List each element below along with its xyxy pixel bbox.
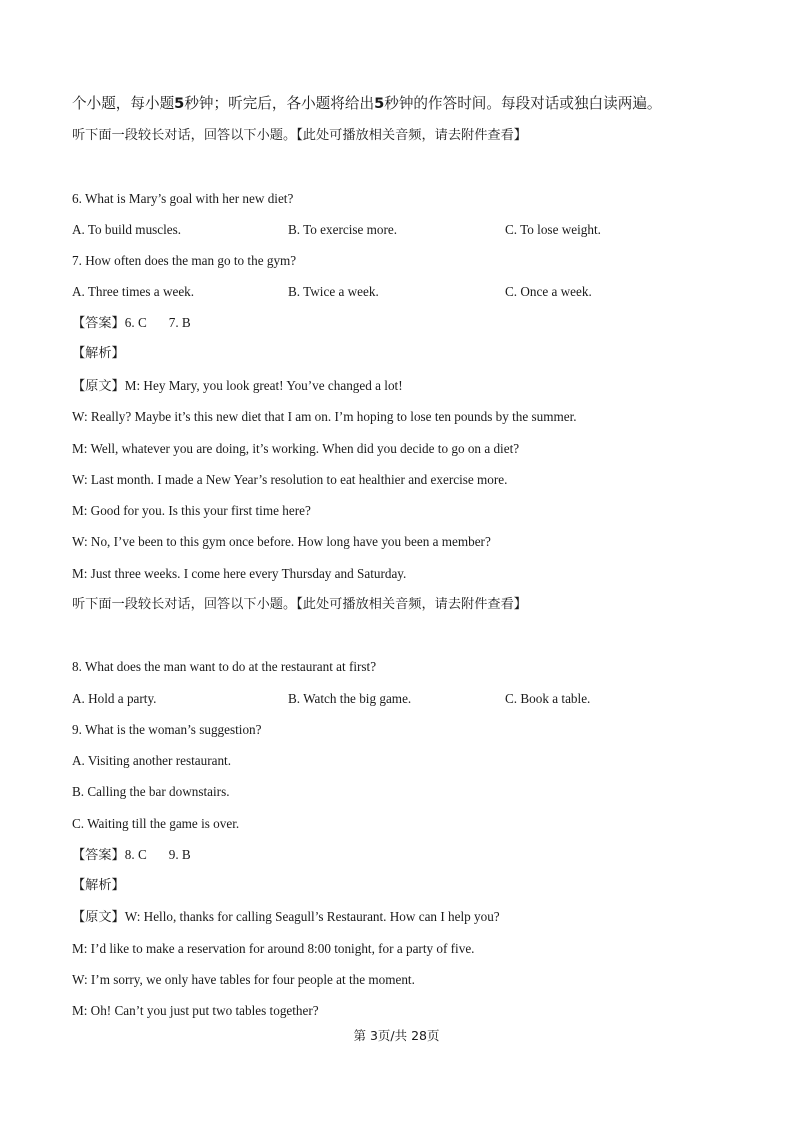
- intro-number-2: 5: [374, 95, 385, 112]
- answer-label: 【答案】: [72, 848, 125, 863]
- question-9-stem: 9. What is the woman’s suggestion?: [72, 722, 262, 737]
- transcript-line: M: Oh! Can’t you just put two tables together?: [72, 1003, 319, 1018]
- transcript-line: W: Last month. I made a New Year’s resolution to eat healthier and exercise more.: [72, 472, 508, 487]
- option-b: B. To exercise more.: [288, 222, 398, 237]
- intro-text-3: 秒钟的作答时间。每段对话或独白读两遍。: [384, 95, 662, 112]
- transcript-line: [72, 908, 753, 927]
- answer-value: 9. B: [168, 847, 191, 862]
- question-8-stem: 8. What does the man want to do at the restaurant at first?: [72, 659, 377, 674]
- transcript-label: 【原文】: [72, 910, 125, 925]
- section2-instruction: 听下面一段较长对话，回答以下小题。【此处可播放相关音频，请去附件查看】: [72, 597, 527, 612]
- page-footer: 第 3页/共 28页: [353, 1028, 440, 1043]
- transcript-line: M: I’d like to make a reservation for around 8:00 tonight, for a party of five.: [72, 941, 475, 956]
- analysis-label: 【解析】: [72, 878, 125, 893]
- option-a: A. Visiting another restaurant.: [72, 753, 232, 768]
- question-7-stem: 7. How often does the man go to the gym?: [72, 253, 297, 268]
- option-a: A. Hold a party.: [72, 691, 157, 706]
- option-c: C. Once a week.: [505, 284, 592, 299]
- option-a: A. Three times a week.: [72, 284, 195, 299]
- answer-value: 8. C: [124, 847, 147, 862]
- transcript-line: [72, 377, 753, 396]
- intro-number-1: 5: [174, 95, 185, 112]
- transcript-text: W: Hello, thanks for calling Seagull’s Restaurant. How can I help you?: [124, 909, 500, 924]
- answer-value: 6. C: [124, 315, 147, 330]
- question-6-stem: 6. What is Mary’s goal with her new diet?: [72, 191, 294, 206]
- option-b: B. Twice a week.: [288, 284, 379, 299]
- analysis-label: 【解析】: [72, 346, 125, 361]
- intro-line: [72, 95, 753, 113]
- answer-value: 7. B: [168, 315, 191, 330]
- option-c: C. Waiting till the game is over.: [72, 816, 240, 831]
- transcript-line: M: Good for you. Is this your first time here?: [72, 503, 311, 518]
- transcript-line: W: No, I’ve been to this gym once before. How long have you been a member?: [72, 534, 491, 549]
- intro-text-2: 秒钟；听完后，各小题将给出: [184, 95, 375, 112]
- transcript-text: M: Hey Mary, you look great! You’ve changed a lot!: [124, 378, 403, 393]
- answer-line: [72, 846, 753, 865]
- transcript-line: W: I’m sorry, we only have tables for four people at the moment.: [72, 972, 415, 987]
- intro-text-1: 个小题，每小题: [72, 95, 175, 112]
- transcript-line: W: Really? Maybe it’s this new diet that I am on. I’m hoping to lose ten pounds by the summer.: [72, 409, 577, 424]
- answer-line: [72, 314, 753, 333]
- option-b: B. Calling the bar downstairs.: [72, 784, 230, 799]
- transcript-label: 【原文】: [72, 379, 125, 394]
- option-a: A. To build muscles.: [72, 222, 182, 237]
- transcript-line: M: Well, whatever you are doing, it’s working. When did you decide to go on a diet?: [72, 441, 520, 456]
- transcript-line: M: Just three weeks. I come here every Thursday and Saturday.: [72, 566, 407, 581]
- option-c: C. To lose weight.: [505, 222, 601, 237]
- option-b: B. Watch the big game.: [288, 691, 412, 706]
- answer-label: 【答案】: [72, 316, 125, 331]
- option-c: C. Book a table.: [505, 691, 591, 706]
- section1-instruction: 听下面一段较长对话，回答以下小题。【此处可播放相关音频，请去附件查看】: [72, 128, 527, 143]
